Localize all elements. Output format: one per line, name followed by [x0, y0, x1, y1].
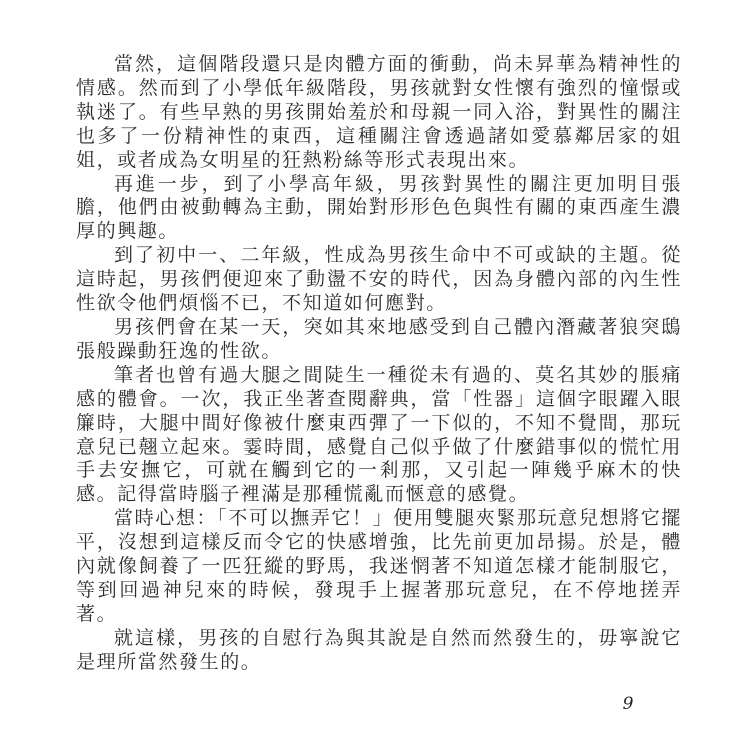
page-number: 9 [622, 694, 634, 714]
paragraph-6: 當時心想：「不可以撫弄它！」便用雙腿夾緊那玩意兒想將它擺平，沒想到這樣反而令它的快感增強，比先前更加昂揚。於是，體內就像飼養了一匹狂縱的野馬，我迷惘著不知道怎樣才能制服它，等到回過神兒來的時候，發現手上握著那玩意兒，在不停地搓弄著。 [76, 507, 682, 625]
paragraph-2: 再進一步，到了小學高年級，男孩對異性的關注更加明目張膽，他們由被動轉為主動，開始對形形色色與性有關的東西產生濃厚的興趣。 [76, 172, 682, 243]
paragraph-3: 到了初中一、二年級，性成為男孩生命中不可或缺的主題。從這時起，男孩們便迎來了動盪不安的時代，因為身體內部的內生性性欲令他們煩惱不已，不知道如何應對。 [76, 244, 682, 315]
paragraph-5: 筆者也曾有過大腿之間陡生一種從未有過的、莫名其妙的脹痛感的體會。一次，我正坐著查閱辭典，當「性器」這個字眼躍入眼簾時，大腿中間好像被什麼東西彈了一下似的，不知不覺間，那玩意兒已翹立起來。霎時間，感覺自己似乎做了什麼錯事似的慌忙用手去安撫它，可就在觸到它的一剎那，又引起一陣幾乎麻木的快感。記得當時腦子裡滿是那種慌亂而愜意的感覺。 [76, 363, 682, 506]
paragraph-4: 男孩們會在某一天，突如其來地感受到自己體內潛藏著狼突鴟張般躁動狂逸的性欲。 [76, 315, 682, 362]
paragraph-7: 就這樣，男孩的自慰行為與其說是自然而然發生的，毋寧說它是理所當然發生的。 [76, 626, 682, 673]
paragraph-1: 當然，這個階段還只是肉體方面的衝動，尚未昇華為精神性的情感。然而到了小學低年級階段，男孩就對女性懷有強烈的憧憬或執迷了。有些早熟的男孩開始羞於和母親一同入浴，對異性的關注也多了一份精神性的東西，這種關注會透過諸如愛慕鄰居家的姐姐，或者成為女明星的狂熱粉絲等形式表現出來。 [76, 53, 682, 171]
page-text-block [76, 53, 682, 675]
